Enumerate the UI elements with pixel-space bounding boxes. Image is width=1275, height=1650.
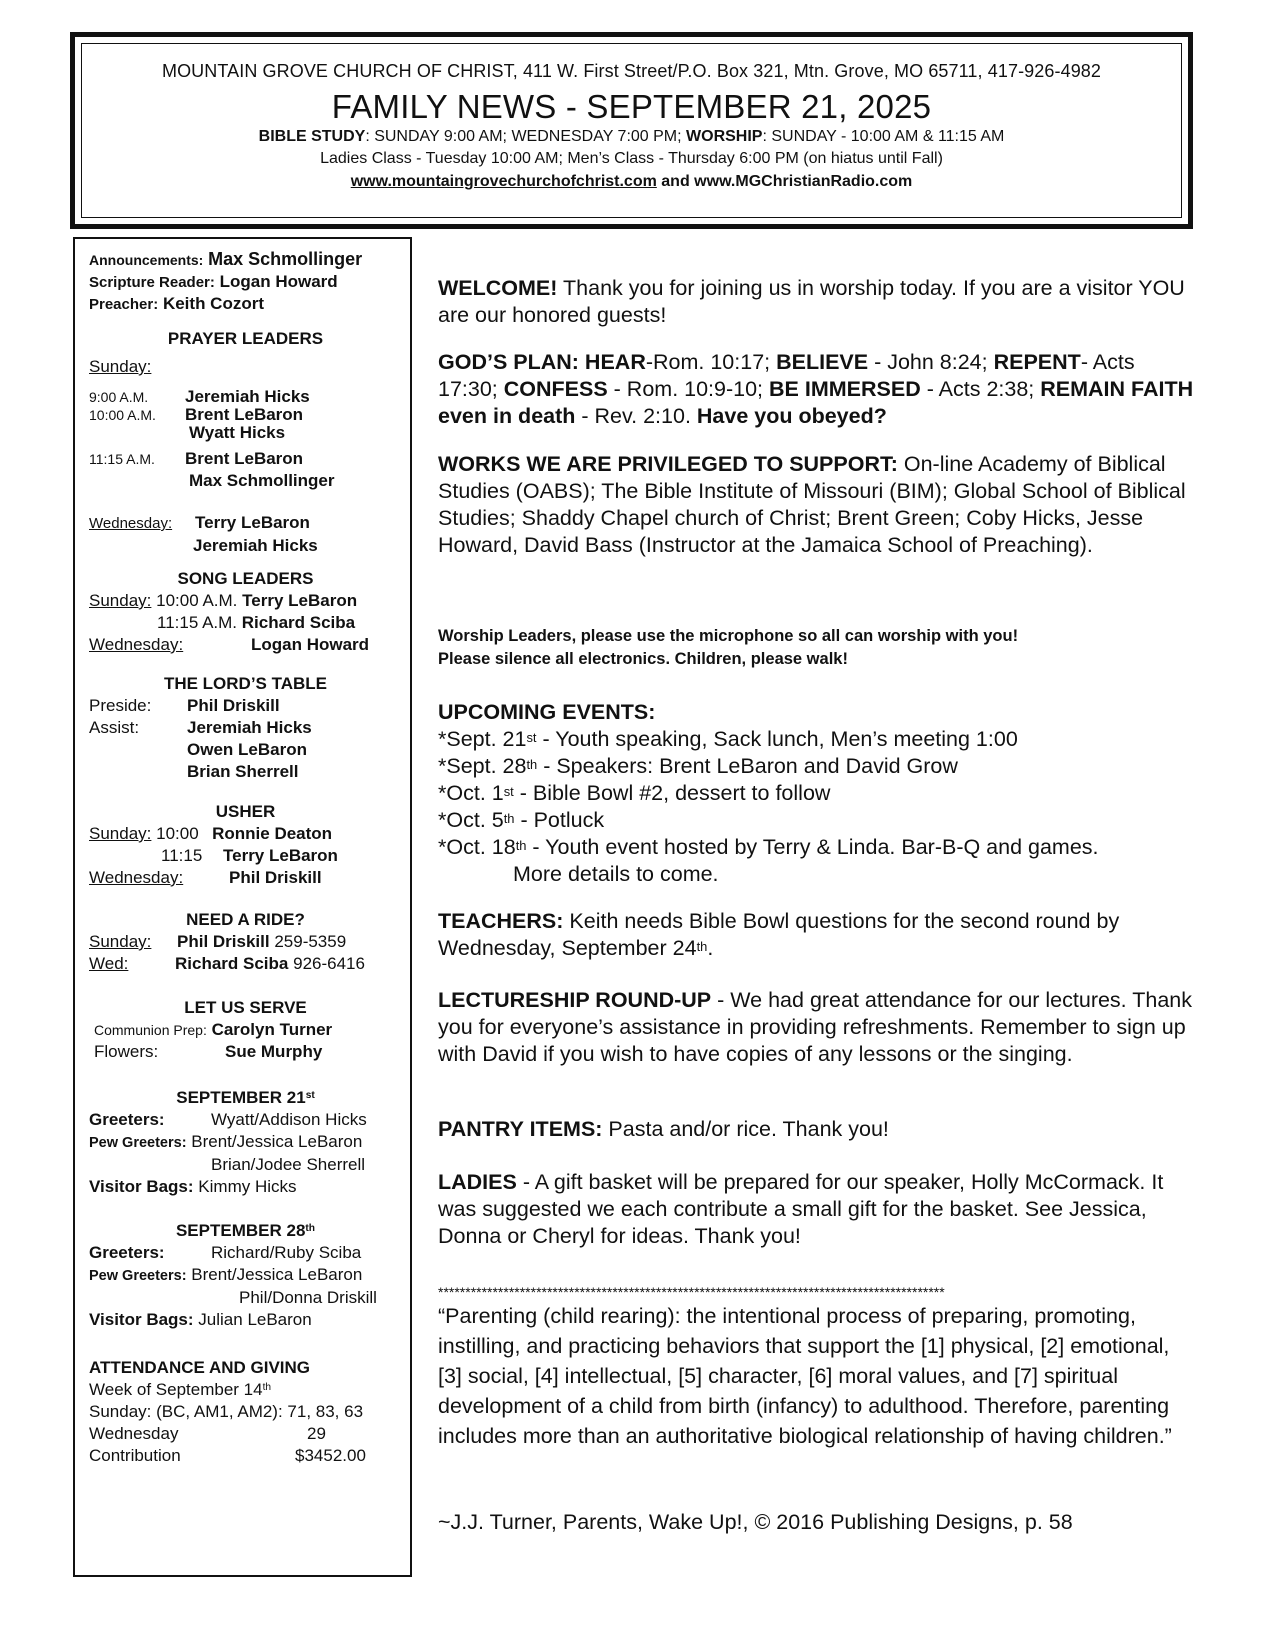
usher-title: USHER: [215, 802, 276, 821]
visitor-bags-name: Kimmy Hicks: [198, 1177, 297, 1196]
pew-greeters-label: Pew Greeters:: [89, 1135, 187, 1151]
event-item: [438, 807, 1198, 834]
pantry-paragraph: [438, 1116, 1198, 1143]
scripture-name: Logan Howard: [219, 272, 338, 291]
attendance-wednesday-label: Wednesday: [89, 1424, 179, 1443]
prayer-name: Jeremiah Hicks: [193, 536, 318, 555]
sept21-section: [89, 1087, 402, 1198]
flowers-name: Sue Murphy: [225, 1042, 323, 1061]
flowers-label: Flowers:: [94, 1042, 159, 1061]
event-date: *Oct. 18: [438, 835, 516, 859]
bible-study-times: : SUNDAY 9:00 AM; WEDNESDAY 7:00 PM;: [365, 128, 687, 145]
prayer-time-10: 10:00 A.M.: [89, 407, 156, 423]
attendance-title: ATTENDANCE AND GIVING: [89, 1358, 310, 1377]
event-item: [438, 726, 1198, 753]
ride-sunday-label: Sunday:: [89, 932, 152, 951]
works-text: On-line Academy of Biblical Studies (OABS); The Bible Institute of Missouri (BIM); Global School of Biblical Studies; Shaddy Chapel church of Christ; Brent Green; Coby Hicks, Jesse Howard, David Bass (Instructor at the Jamaica School of Preaching).: [438, 452, 1186, 557]
usher-name: Phil Driskill: [229, 868, 322, 887]
prayer-name: Brent LeBaron: [185, 449, 304, 468]
attendance-wednesday-value: 29: [307, 1424, 326, 1443]
plan-ref: - Acts 2:38;: [920, 377, 1041, 401]
teachers-sup: th: [696, 939, 708, 954]
sept28-section: [89, 1220, 402, 1331]
prayer-sunday-label: Sunday:: [89, 357, 152, 376]
prayer-time-1115: 11:15 A.M.: [89, 451, 155, 467]
attendance-week-text: Week of September 14: [89, 1380, 263, 1399]
sept28-title: [89, 1220, 402, 1242]
plan-label: GOD’S PLAN: HEAR: [438, 350, 646, 374]
prayer-time-9: 9:00 A.M.: [89, 389, 149, 405]
communion-label: Communion Prep:: [94, 1022, 207, 1038]
event-item: [438, 834, 1198, 861]
let-us-serve-section: [89, 997, 402, 1063]
plan-ref: - Rev. 2:10.: [575, 404, 697, 428]
usher-wednesday-label: Wednesday:: [89, 868, 184, 887]
event-date-sup: st: [526, 730, 537, 745]
service-schedule: [82, 128, 1181, 146]
lectureship-paragraph: [438, 987, 1198, 1068]
event-continuation: More details to come.: [513, 862, 719, 886]
pew-greeters-label: Pew Greeters:: [89, 1268, 187, 1284]
prayer-name: Brent LeBaron: [185, 405, 304, 424]
contribution-label: Contribution: [89, 1446, 181, 1465]
plan-ref: - Rom. 10:9-10;: [607, 377, 770, 401]
song-sunday-label: Sunday:: [89, 591, 152, 610]
notice-line: Please silence all electronics. Children, please walk!: [438, 650, 848, 668]
pew-greeters-names: Brent/Jessica LeBaron: [191, 1132, 363, 1151]
prayer-leaders-section: [89, 328, 402, 557]
usher-time: 11:15: [161, 846, 203, 865]
assist-label: Assist:: [89, 718, 140, 737]
greeters-names: Richard/Ruby Sciba: [211, 1243, 362, 1262]
visitor-bags-label: Visitor Bags:: [89, 1177, 194, 1196]
event-date: *Sept. 21: [438, 727, 527, 751]
works-paragraph: [438, 451, 1198, 559]
event-text: - Youth speaking, Sack lunch, Men’s meeting 1:00: [536, 727, 1018, 751]
pew-greeters-names: Phil/Donna Driskill: [239, 1288, 377, 1307]
welcome-text: Thank you for joining us in worship today. If you are a visitor YOU are our honored guests!: [438, 276, 1185, 327]
plan-step: CONFESS: [503, 377, 608, 401]
usher-name: Ronnie Deaton: [212, 824, 333, 843]
plan-ref: -Rom. 10:17;: [645, 350, 777, 374]
citation: ~J.J. Turner, Parents, Wake Up!, © 2016 Publishing Designs, p. 58: [438, 1510, 1073, 1534]
event-text: - Youth event hosted by Terry & Linda. Bar-B-Q and games.: [526, 835, 1099, 859]
song-time: 10:00 A.M.: [156, 591, 238, 610]
attendance-week-sup: th: [262, 1382, 272, 1393]
greeters-names: Wyatt/Addison Hicks: [211, 1110, 367, 1129]
class-schedule: Ladies Class - Tuesday 10:00 AM; Men’s Class - Thursday 6:00 PM (on hiatus until Fall): [320, 150, 943, 167]
attendance-week: [89, 1379, 402, 1401]
prayer-name: Max Schmollinger: [189, 471, 335, 490]
event-item: [438, 753, 1198, 780]
ride-wed-label: Wed:: [89, 954, 129, 973]
notice-line: Worship Leaders, please use the microphone so all can worship with you!: [438, 627, 1019, 645]
sept28-title-text: SEPTEMBER 28: [175, 1221, 306, 1240]
ladies-paragraph: [438, 1169, 1198, 1250]
sept28-title-sup: th: [305, 1223, 316, 1234]
usher-name: Terry LeBaron: [223, 846, 338, 865]
greeters-label: Greeters:: [89, 1243, 165, 1262]
contribution-value: $3452.00: [295, 1446, 366, 1465]
event-date-sup: th: [526, 757, 538, 772]
usher-sunday-label: Sunday:: [89, 824, 152, 843]
upcoming-events: [438, 699, 1198, 888]
event-date: *Oct. 5: [438, 808, 504, 832]
lords-table-title: THE LORD’S TABLE: [163, 674, 328, 693]
ride-name: Phil Driskill: [177, 932, 270, 951]
need-ride-title: NEED A RIDE?: [186, 910, 305, 929]
song-leaders-section: [89, 568, 402, 656]
usher-section: [89, 801, 402, 889]
lectureship-label: LECTURESHIP ROUND-UP: [438, 988, 712, 1012]
lectureship-text: - We had great attendance for our lectures. Thank you for everyone’s assistance in providing refreshments. Remember to sign up with David if you wish to have copies of any lessons or the singing.: [438, 988, 1192, 1066]
event-date: *Sept. 28: [438, 754, 527, 778]
plan-step: REPENT: [993, 350, 1081, 374]
preacher-name: Keith Cozort: [162, 294, 264, 313]
announcements-label: Announcements:: [89, 252, 204, 268]
scripture-label: Scripture Reader:: [89, 274, 215, 291]
events-title: UPCOMING EVENTS:: [438, 700, 656, 724]
ladies-text: - A gift basket will be prepared for our speaker, Holly McCormack. It was suggested we each contribute a small gift for the basket. See Jessica, Donna or Cheryl for ideas. Thank you!: [438, 1170, 1164, 1248]
teachers-text: Keith needs Bible Bowl questions for the second round by Wednesday, September 24: [438, 909, 1120, 960]
worship-notice: [438, 625, 1198, 671]
ride-name: Richard Sciba: [175, 954, 289, 973]
ride-phone: 259-5359: [274, 932, 347, 951]
let-us-serve-title: LET US SERVE: [184, 998, 307, 1017]
song-name: Richard Sciba: [241, 613, 356, 632]
teachers-label: TEACHERS:: [438, 909, 564, 933]
welcome-paragraph: [438, 275, 1198, 329]
pantry-label: PANTRY ITEMS:: [438, 1117, 603, 1141]
header-box: [70, 32, 1193, 229]
roles-block: [89, 249, 402, 315]
plan-ref: - John 8:24;: [868, 350, 994, 374]
lords-table-section: [89, 673, 402, 783]
visitor-bags-label: Visitor Bags:: [89, 1310, 194, 1329]
pew-greeters-names: Brent/Jessica LeBaron: [191, 1265, 363, 1284]
prayer-leaders-title: PRAYER LEADERS: [167, 329, 324, 348]
divider: *********************************************************************************************: [438, 1284, 945, 1300]
page-title: FAMILY NEWS - SEPTEMBER 21, 2025: [331, 88, 932, 125]
attendance-section: [89, 1357, 402, 1467]
plan-step: REMAIN FAITH even in death: [438, 377, 1194, 428]
need-ride-section: [89, 909, 402, 975]
worship-label: WORSHIP: [686, 128, 763, 145]
event-date-sup: th: [515, 838, 527, 853]
event-item: [438, 780, 1198, 807]
assist-name: Brian Sherrell: [187, 762, 299, 781]
song-wednesday-label: Wednesday:: [89, 635, 184, 654]
event-date: *Oct. 1: [438, 781, 504, 805]
event-date-sup: st: [503, 784, 514, 799]
plan-step: BELIEVE: [776, 350, 869, 374]
pew-greeters-names: Brian/Jodee Sherrell: [211, 1155, 366, 1174]
event-text: - Speakers: Brent LeBaron and David Grow: [537, 754, 958, 778]
preside-label: Preside:: [89, 696, 152, 715]
sept21-title-sup: st: [305, 1090, 315, 1101]
header-inner: [81, 43, 1182, 218]
plan-question: Have you obeyed?: [696, 404, 887, 428]
gods-plan-paragraph: [438, 349, 1198, 430]
event-date-sup: th: [503, 811, 515, 826]
church-website-link[interactable]: www.mountaingrovechurchofchrist.com: [350, 173, 657, 190]
communion-name: Carolyn Turner: [211, 1020, 333, 1039]
plan-ref: - Acts 17:30;: [438, 350, 1135, 401]
greeters-label: Greeters:: [89, 1110, 165, 1129]
ladies-label: LADIES: [438, 1170, 517, 1194]
bible-study-label: BIBLE STUDY: [258, 128, 366, 145]
song-name: Terry LeBaron: [242, 591, 358, 610]
preside-name: Phil Driskill: [187, 696, 280, 715]
usher-time: 10:00: [156, 824, 199, 843]
quote: “Parenting (child rearing): the intentional process of preparing, promoting, instilling, and practicing behaviors that support the [1] physical, [2] emotional, [3] social, [4] intellectual, [5] character, [6] moral values, and [7] spiritual development of a child from birth (infancy) to adulthood. Therefore, parenting includes more than an authoritative biological relationship of having children.”: [438, 1304, 1172, 1448]
prayer-name: Jeremiah Hicks: [185, 387, 310, 406]
works-label: WORKS WE ARE PRIVILEGED TO SUPPORT:: [438, 452, 898, 476]
song-leaders-title: SONG LEADERS: [177, 569, 314, 588]
teachers-end: .: [707, 936, 714, 960]
worship-times: : SUNDAY - 10:00 AM & 11:15 AM: [762, 128, 1005, 145]
event-text: - Potluck: [514, 808, 605, 832]
sept21-title: [89, 1087, 402, 1109]
and-text: and: [656, 173, 695, 190]
attendance-sunday: Sunday: (BC, AM1, AM2): 71, 83, 63: [89, 1402, 364, 1421]
websites: [82, 173, 1181, 191]
sept21-title-text: SEPTEMBER 21: [176, 1088, 306, 1107]
church-address: MOUNTAIN GROVE CHURCH OF CHRIST, 411 W. First Street/P.O. Box 321, Mtn. Grove, MO 65711, 417-926-4982: [161, 61, 1102, 81]
prayer-wednesday-label: Wednesday:: [89, 515, 173, 532]
preacher-label: Preacher:: [89, 296, 159, 313]
song-name: Logan Howard: [251, 635, 370, 654]
radio-website-link[interactable]: www.MGChristianRadio.com: [694, 173, 913, 190]
ride-phone: 926-6416: [293, 954, 365, 973]
prayer-name: Terry LeBaron: [195, 513, 310, 532]
announcements-name: Max Schmollinger: [208, 249, 363, 269]
assist-name: Owen LeBaron: [187, 740, 307, 759]
pantry-text: Pasta and/or rice. Thank you!: [602, 1117, 889, 1141]
prayer-name: Wyatt Hicks: [189, 423, 286, 442]
sidebar: [73, 237, 412, 1577]
event-text: - Bible Bowl #2, dessert to follow: [513, 781, 831, 805]
welcome-label: WELCOME!: [438, 276, 558, 300]
teachers-paragraph: [438, 908, 1198, 962]
assist-name: Jeremiah Hicks: [187, 718, 312, 737]
visitor-bags-name: Julian LeBaron: [198, 1310, 312, 1329]
song-time: 11:15 A.M.: [157, 613, 238, 632]
plan-step: BE IMMERSED: [769, 377, 921, 401]
